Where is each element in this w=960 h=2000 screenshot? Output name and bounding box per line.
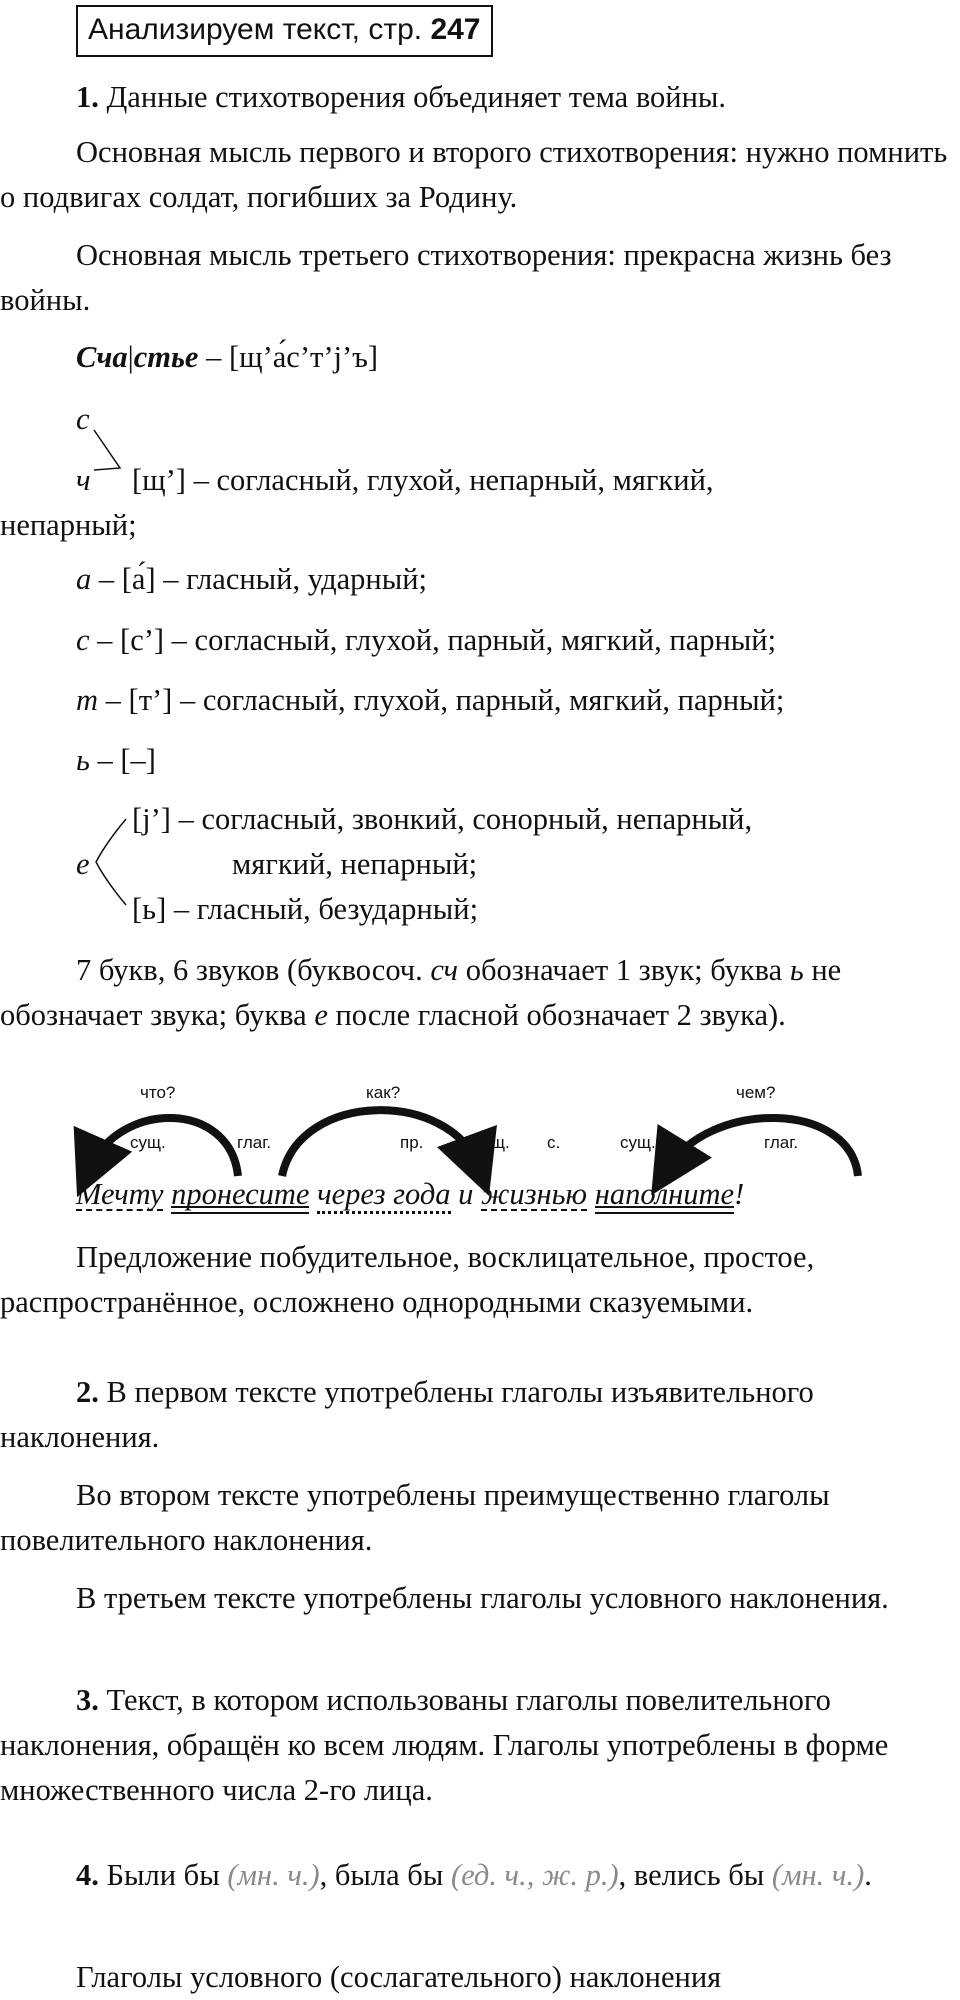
item-number: 2.: [76, 1375, 99, 1409]
bracket-s-ch: [90, 420, 130, 480]
paragraph-main-idea-1: Основная мысль первого и второго стихотворения: нужно помнить о подвигах солдат, погибших за Родину.: [0, 135, 948, 214]
arrow-2: [282, 1110, 478, 1176]
question-label-2: как?: [366, 1083, 401, 1102]
question-label-1: что?: [140, 1083, 176, 1102]
sentence-word-adverbial: через года: [317, 1172, 450, 1217]
letter-a-line: [76, 557, 427, 602]
word-transcription: [76, 335, 378, 380]
letter-s2-line: [76, 618, 776, 663]
paragraph-last: Глаголы условного (сослагательного) наклонения: [76, 1960, 722, 1994]
count-sch: сч: [430, 953, 459, 987]
sentence-word-object-2: жизнью: [481, 1172, 587, 1217]
period: .: [864, 1858, 872, 1892]
letter-t: т: [76, 683, 99, 717]
e-j-description: [j’] – согласный, звонкий, сонорный, непарный,: [132, 802, 753, 836]
letter-ch: ч: [76, 463, 91, 497]
letters-sounds-count: [0, 948, 958, 1038]
paragraph-main-idea-2: Основная мысль третьего стихотворения: прекрасна жизнь без войны.: [0, 238, 892, 317]
verb-2: , была бы: [319, 1858, 451, 1892]
syllable-divider: |: [127, 340, 134, 374]
paragraph-text: В первом тексте употреблены глаголы изъявительного наклонения.: [0, 1375, 814, 1454]
pos-label-5: с.: [547, 1133, 561, 1152]
letter-soft-sign: ь: [76, 743, 90, 777]
verb-3: , велись бы: [618, 1858, 772, 1892]
letter-a: а: [76, 562, 92, 596]
count-soft-sign: ь: [789, 953, 804, 987]
item-number: 4.: [76, 1858, 99, 1892]
letter-soft-line: [76, 738, 156, 783]
pos-label-2: глаг.: [237, 1133, 272, 1152]
word-part-1: Сча: [76, 340, 128, 374]
count-text-3: не обозначает звука; буква: [0, 953, 842, 1032]
paragraph-3: [0, 1678, 958, 1813]
sentence-characteristics: Предложение побудительное, восклицательное, простое, распространённое, осложнено однородными сказуемыми.: [0, 1240, 815, 1319]
parsed-sentence: [76, 1172, 744, 1217]
letter-t-desc: – [т’] – согласный, глухой, парный, мягкий, парный;: [98, 683, 785, 717]
paragraph-2-second-text: Во втором тексте употреблены преимущественно глаголы повелительного наклонения.: [0, 1478, 830, 1557]
item-number: 3.: [76, 1683, 99, 1717]
letter-a-desc: – [а́] – гласный, ударный;: [91, 562, 427, 596]
count-text-4: после гласной обозначает 2 звука).: [327, 998, 786, 1032]
letter-soft-desc: – [–]: [89, 743, 156, 777]
item-number: 1.: [76, 80, 99, 114]
paragraph-2-third-text: В третьем тексте употреблены глаголы условного наклонения.: [76, 1581, 889, 1615]
paragraph-text: Данные стихотворения объединяет тема войны.: [98, 80, 727, 114]
verb-2-note: (ед. ч., ж. р.): [450, 1858, 619, 1892]
pos-label-7: глаг.: [764, 1133, 799, 1152]
letter-s: с: [76, 402, 90, 436]
pos-label-3: пр.: [400, 1133, 424, 1152]
paragraph-2: [0, 1370, 958, 1460]
arrow-3: [668, 1118, 858, 1176]
letter-t-line: [76, 678, 784, 723]
transcription: – [щ’а́с’т’j’ъ]: [198, 340, 379, 374]
header-page-number: 247: [430, 13, 481, 46]
sentence-word-predicate-2: наполните: [595, 1172, 734, 1217]
sentence-word-predicate-1: пронесите: [171, 1172, 309, 1217]
paragraph-4: [0, 1853, 958, 1898]
sentence-punctuation: !: [734, 1177, 745, 1211]
e-vowel-description: [ь] – гласный, безударный;: [132, 892, 479, 926]
pos-label-4: сущ.: [474, 1133, 510, 1152]
bracket-e: [92, 815, 132, 910]
verb-3-note: (мн. ч.): [771, 1858, 865, 1892]
sentence-word-conjunction: и: [458, 1177, 474, 1211]
count-e: е: [314, 998, 328, 1032]
count-text-2: обозначает 1 звук; буква: [458, 953, 790, 987]
e-j-description-cont: мягкий, непарный;: [232, 847, 478, 881]
sch-description: [щ’] – согласный, глухой, непарный, мягкий,: [132, 463, 714, 497]
verb-1-note: (мн. ч.): [227, 1858, 320, 1892]
verb-1: Были бы: [98, 1858, 228, 1892]
letter-s2-desc: – [с’] – согласный, глухой, парный, мягкий, парный;: [89, 623, 777, 657]
letter-s2: с: [76, 623, 90, 657]
letter-e: е: [76, 847, 90, 881]
paragraph-1: [0, 75, 958, 120]
count-text-1: 7 букв, 6 звуков (буквосоч.: [76, 953, 431, 987]
pos-label-1: сущ.: [130, 1133, 166, 1152]
paragraph-text: Текст, в котором использованы глаголы повелительного наклонения, обращён ко всем людям. Глаголы употреблены в форме множественного числа 2-го лица.: [0, 1683, 889, 1807]
header-title: Анализируем текст, стр.: [88, 13, 423, 46]
question-label-3: чем?: [736, 1083, 776, 1102]
word-part-2: стье: [133, 340, 199, 374]
section-header: [76, 5, 493, 57]
sentence-word-object: Мечту: [76, 1172, 163, 1217]
pos-label-6: сущ.: [620, 1133, 656, 1152]
sch-description-cont: непарный;: [0, 508, 137, 542]
